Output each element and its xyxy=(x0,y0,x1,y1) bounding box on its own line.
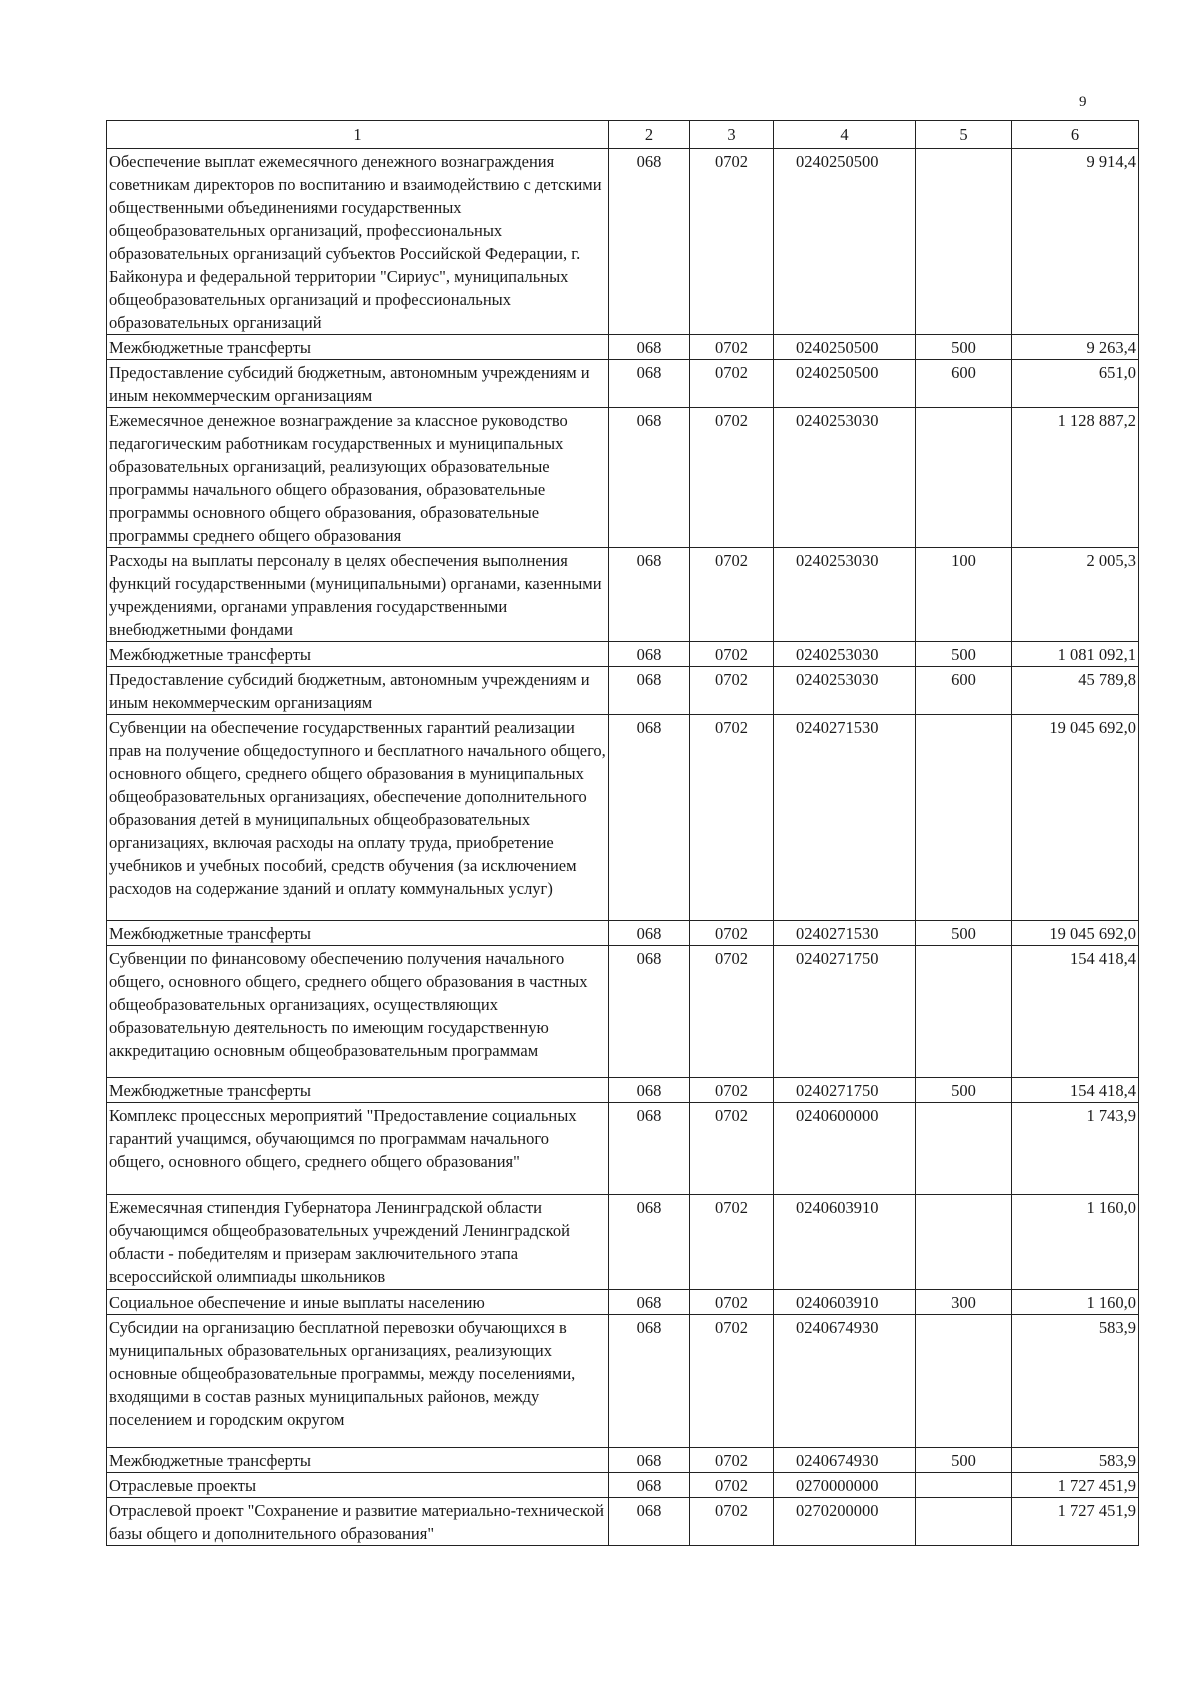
grbs-code-cell: 068 xyxy=(609,1290,690,1315)
item-name-cell: Ежемесячное денежное вознаграждение за классное руководство педагогическим работникам государственных и муниципальных образовательных организаций, реализующих образовательные программы начального общего образования, образовательные программы основного общего образования, образовательные программы среднего общего образования xyxy=(107,408,609,548)
target-article-code-cell: 0240253030 xyxy=(774,548,916,642)
section-code-cell: 0702 xyxy=(690,1195,774,1290)
grbs-code-cell: 068 xyxy=(609,335,690,360)
table-row xyxy=(107,1315,1139,1448)
target-article-code-cell: 0270000000 xyxy=(774,1473,916,1498)
grbs-code-cell: 068 xyxy=(609,1078,690,1103)
expense-type-code-cell: 500 xyxy=(916,1078,1012,1103)
section-code-cell: 0702 xyxy=(690,335,774,360)
header-row xyxy=(107,121,1139,149)
amount-cell: 583,9 xyxy=(1012,1315,1139,1448)
expense-type-code-cell: 500 xyxy=(916,335,1012,360)
header-cell: 5 xyxy=(916,121,1012,149)
item-name-cell: Расходы на выплаты персоналу в целях обеспечения выполнения функций государственными (муниципальными) органами, казенными учреждениями, органами управления государственными внебюджетными фондами xyxy=(107,548,609,642)
table-row xyxy=(107,667,1139,715)
table-row xyxy=(107,946,1139,1078)
grbs-code-cell: 068 xyxy=(609,1473,690,1498)
amount-cell: 45 789,8 xyxy=(1012,667,1139,715)
grbs-code-cell: 068 xyxy=(609,360,690,408)
item-name-cell: Межбюджетные трансферты xyxy=(107,921,609,946)
amount-cell: 1 743,9 xyxy=(1012,1103,1139,1195)
grbs-code-cell: 068 xyxy=(609,548,690,642)
expense-type-code-cell xyxy=(916,1315,1012,1448)
target-article-code-cell: 0240600000 xyxy=(774,1103,916,1195)
table-row xyxy=(107,1290,1139,1315)
grbs-code-cell: 068 xyxy=(609,149,690,335)
section-code-cell: 0702 xyxy=(690,715,774,921)
target-article-code-cell: 0240271750 xyxy=(774,1078,916,1103)
item-name-cell: Межбюджетные трансферты xyxy=(107,642,609,667)
section-code-cell: 0702 xyxy=(690,1448,774,1473)
target-article-code-cell: 0240271750 xyxy=(774,946,916,1078)
grbs-code-cell: 068 xyxy=(609,946,690,1078)
header-cell: 6 xyxy=(1012,121,1139,149)
table-row xyxy=(107,642,1139,667)
item-name-cell: Предоставление субсидий бюджетным, автономным учреждениям и иным некоммерческим организациям xyxy=(107,360,609,408)
table-row xyxy=(107,1103,1139,1195)
section-code-cell: 0702 xyxy=(690,1498,774,1546)
item-name-cell: Субвенции на обеспечение государственных гарантий реализации прав на получение общедоступного и бесплатного начального общего, основного общего, среднего общего образования в муниципальных общеобразовательных организациях, обеспечение дополнительного образования детей в муниципальных общеобразовательных организациях, включая расходы на оплату труда, приобретение учебников и учебных пособий, средств обучения (за исключением расходов на содержание зданий и оплату коммунальных услуг) xyxy=(107,715,609,921)
item-name-cell: Межбюджетные трансферты xyxy=(107,335,609,360)
expense-type-code-cell: 300 xyxy=(916,1290,1012,1315)
table-row xyxy=(107,1498,1139,1546)
page-number: 9 xyxy=(1079,94,1087,110)
grbs-code-cell: 068 xyxy=(609,921,690,946)
grbs-code-cell: 068 xyxy=(609,667,690,715)
grbs-code-cell: 068 xyxy=(609,1103,690,1195)
expense-type-code-cell: 500 xyxy=(916,1448,1012,1473)
item-name-cell: Отраслевой проект "Сохранение и развитие материально-технической базы общего и дополнительного образования" xyxy=(107,1498,609,1546)
section-code-cell: 0702 xyxy=(690,667,774,715)
target-article-code-cell: 0240253030 xyxy=(774,667,916,715)
expense-type-code-cell xyxy=(916,715,1012,921)
table-row xyxy=(107,921,1139,946)
table-row xyxy=(107,360,1139,408)
item-name-cell: Комплекс процессных мероприятий "Предоставление социальных гарантий учащимся, обучающимся по программам начального общего, основного общего, среднего общего образования" xyxy=(107,1103,609,1195)
section-code-cell: 0702 xyxy=(690,642,774,667)
expense-type-code-cell xyxy=(916,946,1012,1078)
header-cell: 3 xyxy=(690,121,774,149)
target-article-code-cell: 0240250500 xyxy=(774,335,916,360)
table-row xyxy=(107,1195,1139,1290)
amount-cell: 651,0 xyxy=(1012,360,1139,408)
section-code-cell: 0702 xyxy=(690,548,774,642)
table-row xyxy=(107,1078,1139,1103)
expense-type-code-cell: 100 xyxy=(916,548,1012,642)
target-article-code-cell: 0240271530 xyxy=(774,921,916,946)
amount-cell: 9 914,4 xyxy=(1012,149,1139,335)
header-cell: 1 xyxy=(107,121,609,149)
grbs-code-cell: 068 xyxy=(609,408,690,548)
section-code-cell: 0702 xyxy=(690,360,774,408)
grbs-code-cell: 068 xyxy=(609,715,690,921)
amount-cell: 1 081 092,1 xyxy=(1012,642,1139,667)
expense-type-code-cell xyxy=(916,1473,1012,1498)
item-name-cell: Ежемесячная стипендия Губернатора Ленинградской области обучающимся общеобразовательных учреждений Ленинградской области - победителям и призерам заключительного этапа всероссийской олимпиады школьников xyxy=(107,1195,609,1290)
grbs-code-cell: 068 xyxy=(609,642,690,667)
item-name-cell: Субвенции по финансовому обеспечению получения начального общего, основного общего, среднего общего образования в частных общеобразовательных организациях, осуществляющих образовательную деятельность по имеющим государственную аккредитацию основным общеобразовательным программам xyxy=(107,946,609,1078)
expense-type-code-cell: 500 xyxy=(916,642,1012,667)
header-cell: 2 xyxy=(609,121,690,149)
header-cell: 4 xyxy=(774,121,916,149)
target-article-code-cell: 0240250500 xyxy=(774,360,916,408)
target-article-code-cell: 0270200000 xyxy=(774,1498,916,1546)
table-row xyxy=(107,548,1139,642)
section-code-cell: 0702 xyxy=(690,149,774,335)
amount-cell: 154 418,4 xyxy=(1012,1078,1139,1103)
target-article-code-cell: 0240674930 xyxy=(774,1448,916,1473)
amount-cell: 1 160,0 xyxy=(1012,1290,1139,1315)
expense-type-code-cell xyxy=(916,1195,1012,1290)
expense-type-code-cell xyxy=(916,1103,1012,1195)
table-row xyxy=(107,408,1139,548)
expense-type-code-cell xyxy=(916,1498,1012,1546)
target-article-code-cell: 0240253030 xyxy=(774,408,916,548)
grbs-code-cell: 068 xyxy=(609,1315,690,1448)
item-name-cell: Межбюджетные трансферты xyxy=(107,1448,609,1473)
target-article-code-cell: 0240271530 xyxy=(774,715,916,921)
item-name-cell: Предоставление субсидий бюджетным, автономным учреждениям и иным некоммерческим организациям xyxy=(107,667,609,715)
section-code-cell: 0702 xyxy=(690,1473,774,1498)
item-name-cell: Субсидии на организацию бесплатной перевозки обучающихся в муниципальных образовательных организациях, реализующих основные общеобразовательные программы, между поселениями, входящими в состав разных муниципальных районов, между поселением и городским округом xyxy=(107,1315,609,1448)
expense-type-code-cell: 500 xyxy=(916,921,1012,946)
amount-cell: 19 045 692,0 xyxy=(1012,715,1139,921)
target-article-code-cell: 0240250500 xyxy=(774,149,916,335)
item-name-cell: Обеспечение выплат ежемесячного денежного вознаграждения советникам директоров по воспитанию и взаимодействию с детскими общественными объединениями государственных общеобразовательных организаций, профессиональных образовательных организаций субъектов Российской Федерации, г. Байконура и федеральной территории "Сириус", муниципальных общеобразовательных организаций и профессиональных образовательных организаций xyxy=(107,149,609,335)
budget-table xyxy=(106,120,1139,1546)
section-code-cell: 0702 xyxy=(690,1290,774,1315)
grbs-code-cell: 068 xyxy=(609,1195,690,1290)
grbs-code-cell: 068 xyxy=(609,1498,690,1546)
item-name-cell: Межбюджетные трансферты xyxy=(107,1078,609,1103)
amount-cell: 19 045 692,0 xyxy=(1012,921,1139,946)
expense-type-code-cell: 600 xyxy=(916,667,1012,715)
table-row xyxy=(107,1473,1139,1498)
table-row xyxy=(107,335,1139,360)
table-row xyxy=(107,149,1139,335)
item-name-cell: Отраслевые проекты xyxy=(107,1473,609,1498)
amount-cell: 1 727 451,9 xyxy=(1012,1498,1139,1546)
amount-cell: 2 005,3 xyxy=(1012,548,1139,642)
section-code-cell: 0702 xyxy=(690,1078,774,1103)
table-row xyxy=(107,1448,1139,1473)
expense-type-code-cell xyxy=(916,408,1012,548)
amount-cell: 9 263,4 xyxy=(1012,335,1139,360)
grbs-code-cell: 068 xyxy=(609,1448,690,1473)
target-article-code-cell: 0240603910 xyxy=(774,1290,916,1315)
amount-cell: 154 418,4 xyxy=(1012,946,1139,1078)
target-article-code-cell: 0240674930 xyxy=(774,1315,916,1448)
expense-type-code-cell xyxy=(916,149,1012,335)
section-code-cell: 0702 xyxy=(690,921,774,946)
section-code-cell: 0702 xyxy=(690,408,774,548)
section-code-cell: 0702 xyxy=(690,1315,774,1448)
table-row xyxy=(107,715,1139,921)
item-name-cell: Социальное обеспечение и иные выплаты населению xyxy=(107,1290,609,1315)
section-code-cell: 0702 xyxy=(690,946,774,1078)
target-article-code-cell: 0240603910 xyxy=(774,1195,916,1290)
target-article-code-cell: 0240253030 xyxy=(774,642,916,667)
section-code-cell: 0702 xyxy=(690,1103,774,1195)
amount-cell: 1 160,0 xyxy=(1012,1195,1139,1290)
amount-cell: 1 727 451,9 xyxy=(1012,1473,1139,1498)
amount-cell: 1 128 887,2 xyxy=(1012,408,1139,548)
expense-type-code-cell: 600 xyxy=(916,360,1012,408)
amount-cell: 583,9 xyxy=(1012,1448,1139,1473)
